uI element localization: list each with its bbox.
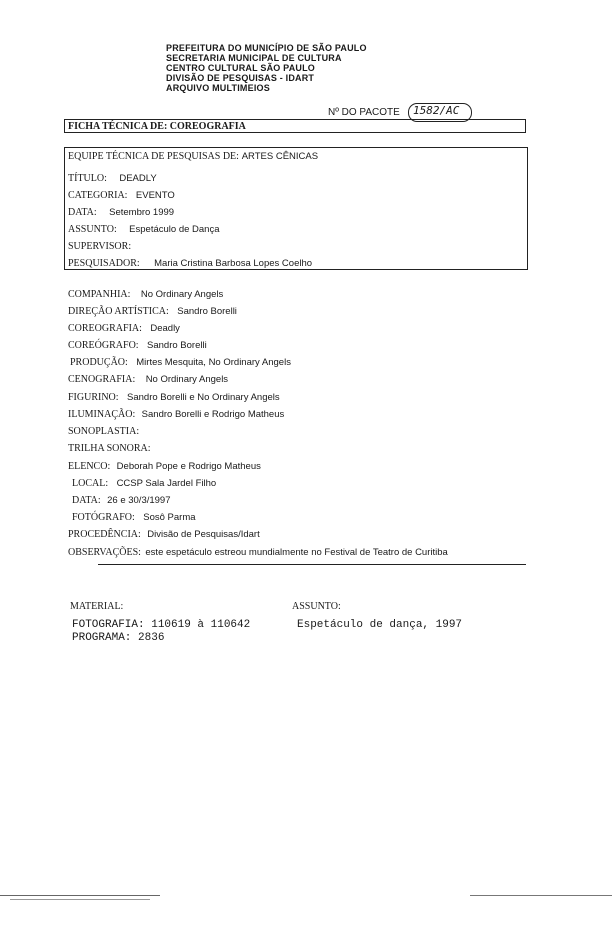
detail-value: Sandro Borelli [147,340,207,351]
detail-row-coreografia [68,318,180,336]
detail-row-iluminacao [68,404,284,422]
detail-value: CCSP Sala Jardel Filho [116,478,217,489]
data-value: Setembro 1999 [109,207,175,218]
detail-label: SONOPLASTIA: [68,426,140,437]
detail-label: PRODUÇÃO: [70,357,128,368]
detail-value: Sandro Borelli e Rodrigo Matheus [141,409,285,420]
detail-row-procedencia [68,524,260,542]
categoria-label: CATEGORIA: [68,190,128,201]
material-programa: PROGRAMA: 2836 [72,632,165,644]
material-label: MATERIAL: [70,601,124,612]
detail-value: Deborah Pope e Rodrigo Matheus [116,461,261,472]
ficha-bottom-rule [64,132,526,133]
detail-value: Sosô Parma [143,512,196,523]
titulo-label: TÍTULO: [68,173,107,184]
header-line-secretaria: SECRETARIA MUNICIPAL DE CULTURA [166,53,342,63]
supervisor-row [68,236,131,254]
detail-row-trilha [68,438,151,456]
ficha-title-text: FICHA TÉCNICA DE: COREOGRAFIA [68,121,246,132]
detail-row-cenografia [68,369,228,387]
titulo-row [68,168,157,186]
scan-artifact-left-2 [10,899,150,900]
detail-label: COREOGRAFIA: [68,323,142,334]
detail-value: Sandro Borelli [177,306,237,317]
categoria-value: EVENTO [135,190,175,201]
detail-label: COMPANHIA: [68,289,131,300]
data-row [68,202,174,220]
detail-label: COREÓGRAFO: [68,340,139,351]
detail-row-figurino [68,387,280,405]
detail-row-observacoes [68,542,448,560]
header-line-prefeitura: PREFEITURA DO MUNICÍPIO DE SÃO PAULO [166,43,367,53]
equipe-value: ARTES CÊNICAS [241,151,319,162]
detail-row-sonoplastia [68,421,139,439]
detail-row-elenco [68,456,261,474]
data-label: DATA: [68,207,97,218]
ficha-left-rule [64,119,65,133]
detail-value: Divisão de Pesquisas/Idart [147,529,260,540]
pacote-value: 1582/AC [413,104,460,117]
header-line-centro: CENTRO CULTURAL SÃO PAULO [166,63,315,73]
titulo-value: DEADLY [119,173,157,184]
assunto-label: ASSUNTO: [68,224,117,235]
pesquisador-value: Maria Cristina Barbosa Lopes Coelho [154,258,313,269]
material-fotografia: FOTOGRAFIA: 110619 à 110642 [72,619,251,631]
detail-label: PROCEDÊNCIA: [68,529,141,540]
pesquisador-label: PESQUISADOR: [68,258,140,269]
detail-label: FOTÓGRAFO: [72,512,135,523]
detail-label: CENOGRAFIA: [68,374,136,385]
detail-label: DIREÇÃO ARTÍSTICA: [68,306,169,317]
ficha-top-rule [64,119,526,120]
detail-value: Sandro Borelli e No Ordinary Angels [127,392,280,403]
detail-row-local [72,473,216,491]
observacoes-rule [98,564,526,565]
scan-artifact-right [470,895,612,896]
detail-label: FIGURINO: [68,392,119,403]
detail-row-coreografo [68,335,207,353]
header-line-divisao: DIVISÃO DE PESQUISAS - IDART [166,73,315,83]
assunto-row [68,219,219,237]
categoria-row [68,185,175,203]
header-line-arquivo: ARQUIVO MULTIMEIOS [166,83,270,93]
detail-row-producao [70,352,291,370]
detail-row-companhia [68,284,223,302]
detail-value: este espetáculo estreou mundialmente no Festival de Teatro de Curitiba [145,547,448,558]
pacote-label: Nº DO PACOTE [328,107,400,118]
equipe-label: EQUIPE TÉCNICA DE PESQUISAS DE: [68,151,239,162]
detail-label: TRILHA SONORA: [68,443,151,454]
pesquisador-row [68,253,312,271]
equipe-row [68,151,318,162]
ficha-right-rule [525,119,526,133]
detail-value: Mirtes Mesquita, No Ordinary Angels [136,357,291,368]
detail-row-direcao [68,301,237,319]
detail-label: ILUMINAÇÃO: [68,409,136,420]
detail-value: No Ordinary Angels [145,374,229,385]
detail-value: Deadly [150,323,180,334]
detail-value: 26 e 30/3/1997 [107,495,171,506]
supervisor-label: SUPERVISOR: [68,241,132,252]
detail-value: No Ordinary Angels [140,289,224,300]
assunto-value: Espetáculo de Dança [129,224,220,235]
material-assunto-value: Espetáculo de dança, 1997 [297,619,463,631]
detail-label: DATA: [72,495,101,506]
detail-label: ELENCO: [68,461,111,472]
scan-artifact-left [0,895,160,896]
detail-label: OBSERVAÇÕES: [68,547,141,558]
detail-row-fotografo [72,507,196,525]
detail-row-data [72,490,171,508]
detail-label: LOCAL: [72,478,109,489]
ficha-title [68,121,246,132]
material-assunto-label: ASSUNTO: [292,601,341,612]
